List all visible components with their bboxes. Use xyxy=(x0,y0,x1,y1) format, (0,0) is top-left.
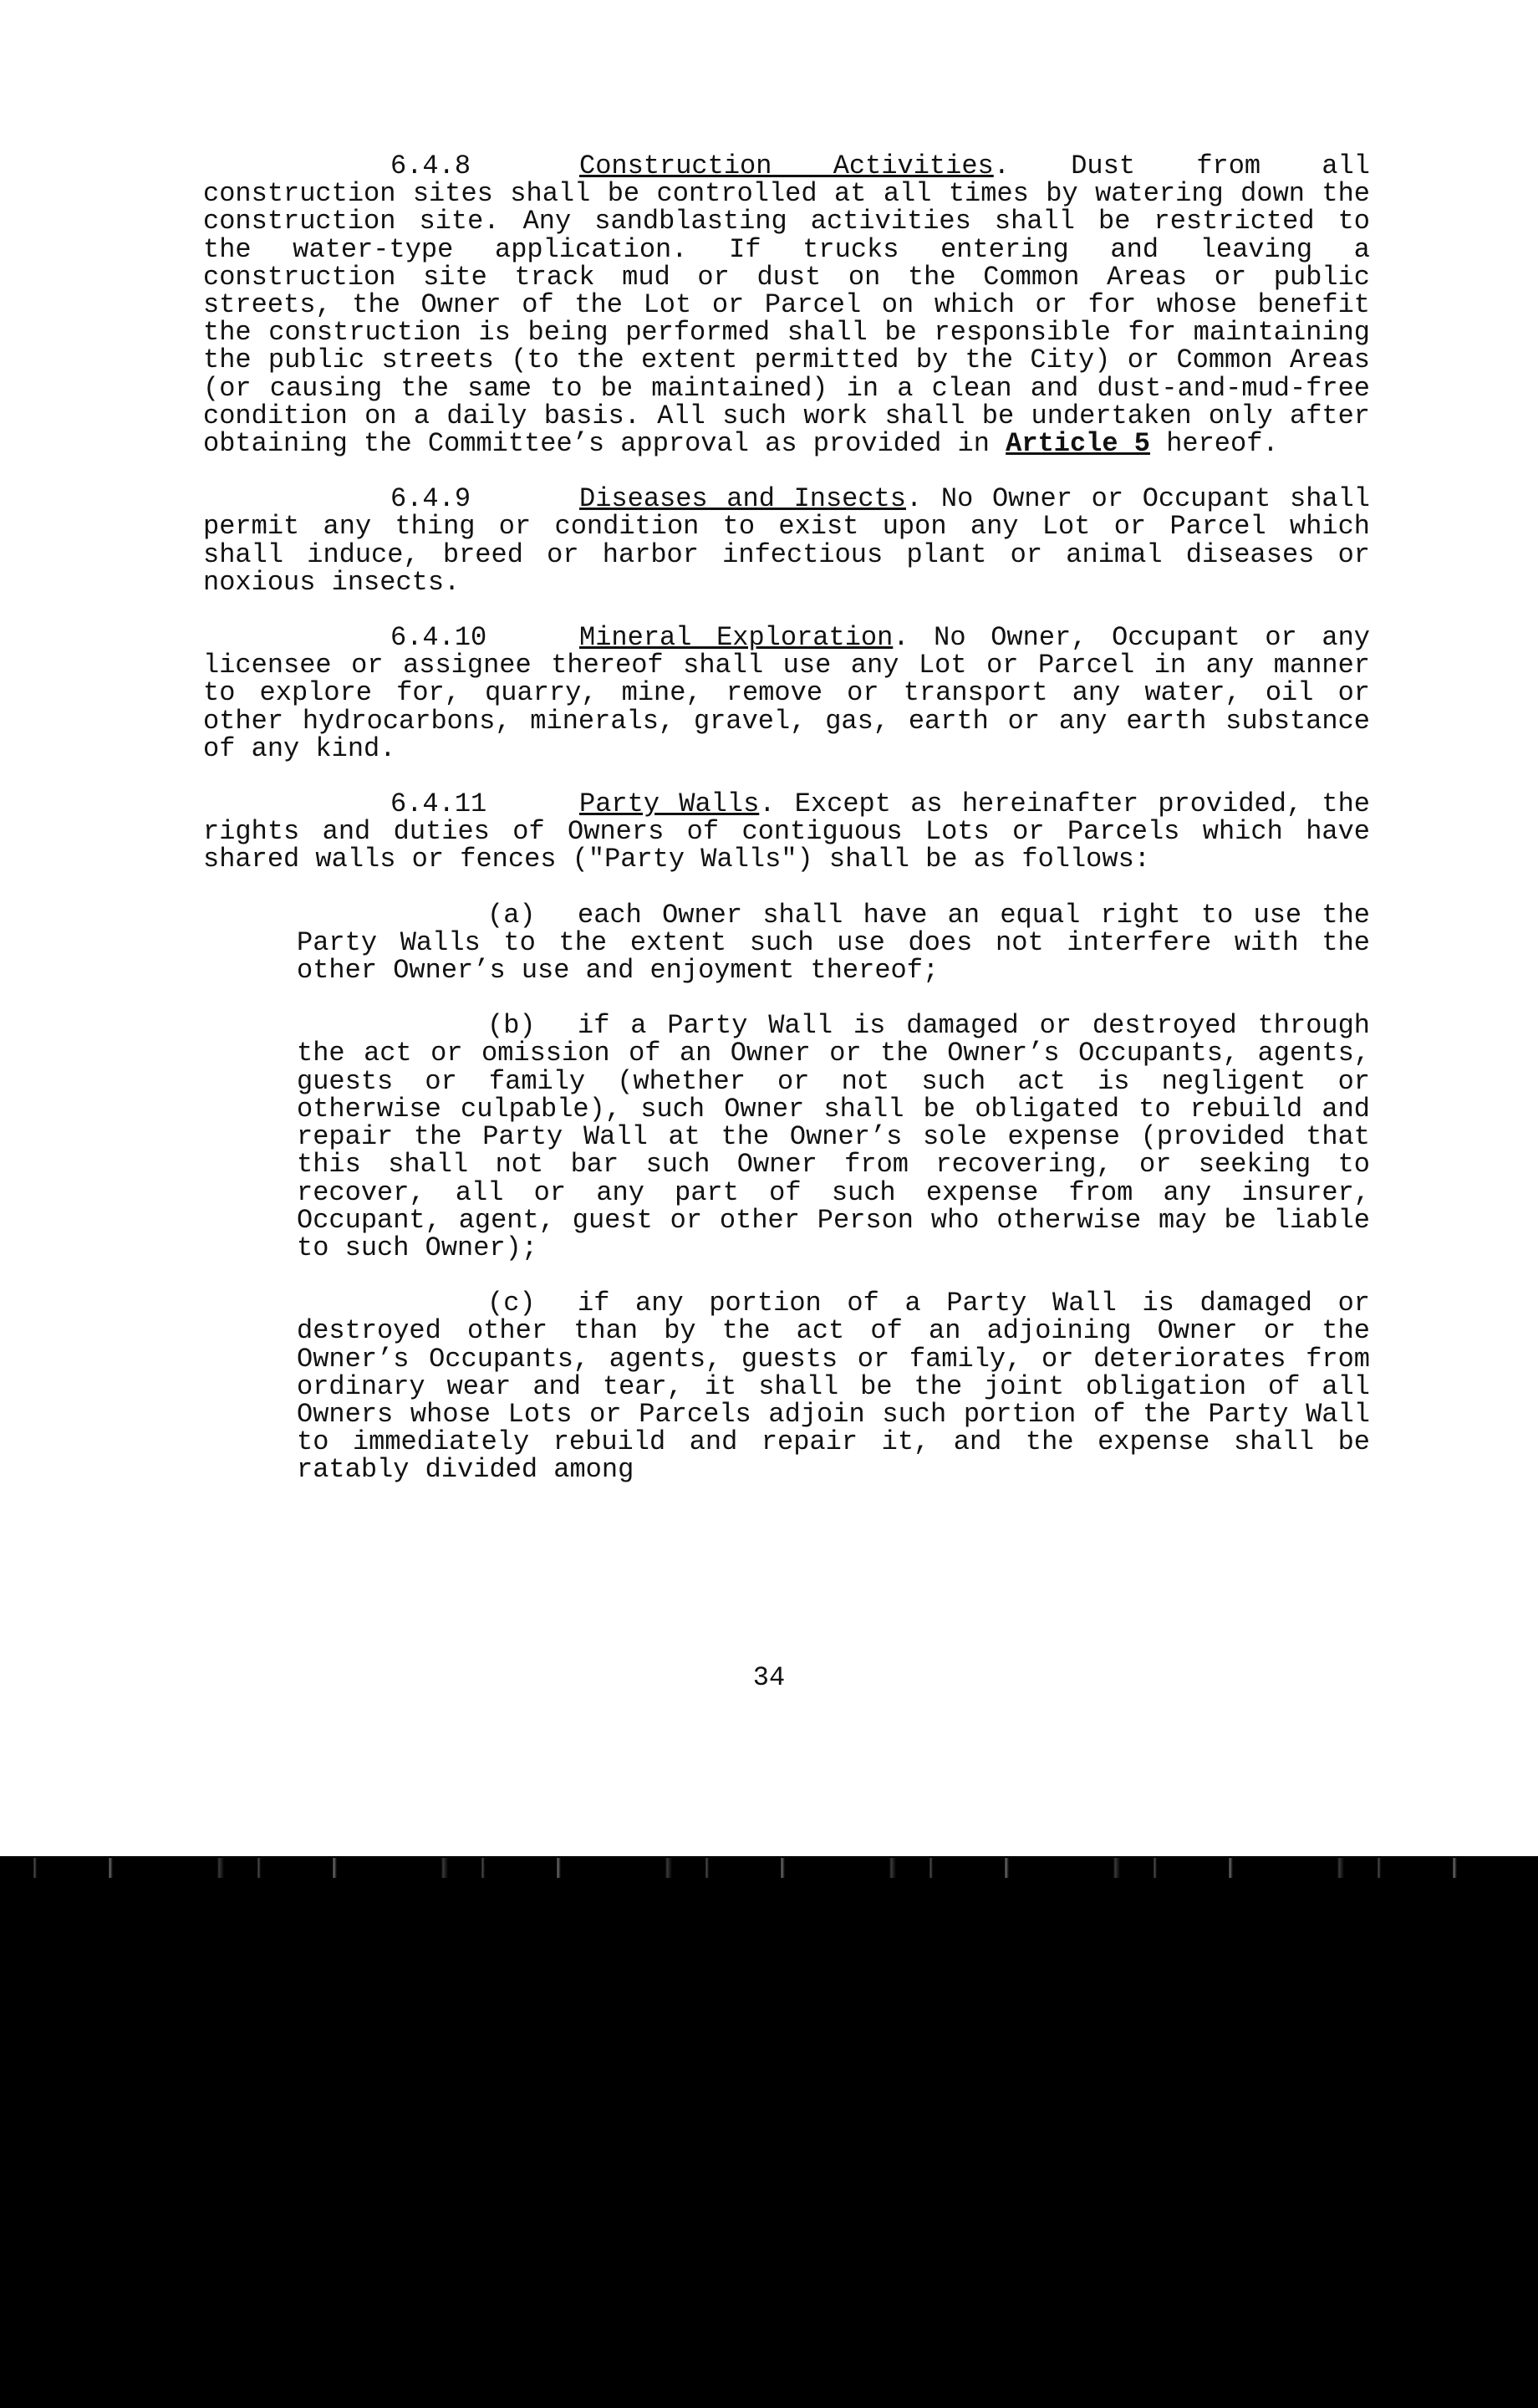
subsection-b xyxy=(297,1012,1370,1262)
section-heading: Party Walls xyxy=(579,788,760,820)
subsection-label: (b) xyxy=(487,1010,536,1042)
section-6-4-11 xyxy=(203,790,1370,874)
section-text: . No Owner or Occupant shall permit any thing or condition to exist upon any Lot or Parcel which shall induce, breed or harbor infectious plant or animal diseases or noxious insects. xyxy=(203,483,1371,598)
subsection-text: if a Party Wall is damaged or destroyed through the act or omission of an Owner or the Owner’s Occupants, agents, guests or family (whether or not such act is negligent or otherwise culpable), such Owner shall be obligated to rebuild and repair the Party Wall at the Owner’s sole expense (provided that this shall not bar such Owner from recovering, or seeking to recover, all or any part of such expense from any insurer, Occupant, agent, guest or other Person who otherwise may be liable to such Owner); xyxy=(297,1010,1370,1263)
scan-border-black xyxy=(0,1856,1538,2408)
subsection-a xyxy=(297,901,1370,985)
section-heading: Mineral Exploration xyxy=(579,622,894,654)
page-number: 34 xyxy=(752,1662,786,1693)
section-6-4-10 xyxy=(203,624,1370,763)
section-text-end: hereof. xyxy=(1149,428,1279,460)
subsection-text: if any portion of a Party Wall is damaged or destroyed other than by the act of an adjoining Owner or the Owner’s Occupants, agents, guests or family, or deteriorates from ordinary wear and tear, it shall be the joint obligation of all Owners whose Lots or Parcels adjoin such portion of the Party Wall to immediately rebuild and repair it, and the expense shall be ratably divided among xyxy=(297,1288,1370,1486)
scan-edge-noise xyxy=(0,1858,1538,1878)
section-number: 6.4.9 xyxy=(390,483,471,515)
subsection-text: each Owner shall have an equal right to use the Party Walls to the extent such use does not interfere with the other Owner’s use and enjoyment thereof; xyxy=(297,899,1370,987)
subsection-label: (c) xyxy=(487,1288,536,1319)
section-number: 6.4.11 xyxy=(390,788,487,820)
section-text: . No Owner, Occupant or any licensee or assignee thereof shall use any Lot or Parcel in any manner to explore for, quarry, mine, remove or transport any water, oil or other hydrocarbons, minerals, gravel, gas, earth or any earth substance of any kind. xyxy=(203,622,1371,764)
article-reference: Article 5 xyxy=(1006,428,1150,460)
document-body xyxy=(203,152,1370,1512)
section-number: 6.4.10 xyxy=(390,622,487,654)
section-6-4-9 xyxy=(203,485,1370,596)
section-text: . Except as hereinafter provided, the rights and duties of Owners of contiguous Lots or Parcels which have shared walls or fences ("Party Walls") shall be as follows: xyxy=(203,788,1371,875)
section-6-4-8 xyxy=(203,150,1371,460)
section-number: 6.4.8 xyxy=(390,150,471,181)
section-heading: Construction Activities xyxy=(579,150,994,181)
section-heading: Diseases and Insects xyxy=(579,483,906,515)
subsection-label: (a) xyxy=(487,899,536,931)
section-text: . Dust from all construction sites shall be controlled at all times by watering down the construction site. Any sandblasting activities shall be restricted to the water-type application. If trucks entering and leaving a construction site track mud or dust on the Common Areas or public streets, the Owner of the Lot or Parcel on which or for whose benefit the construction is being performed shall be responsible for maintaining the public streets (to the extent permitted by the City) or Common Areas (or causing the same to be maintained) in a clean and dust-and-mud-free condition on a daily basis. All such work shall be undertaken only after obtaining the Committee’s approval as provided in xyxy=(203,150,1371,460)
subsection-c xyxy=(297,1288,1370,1486)
